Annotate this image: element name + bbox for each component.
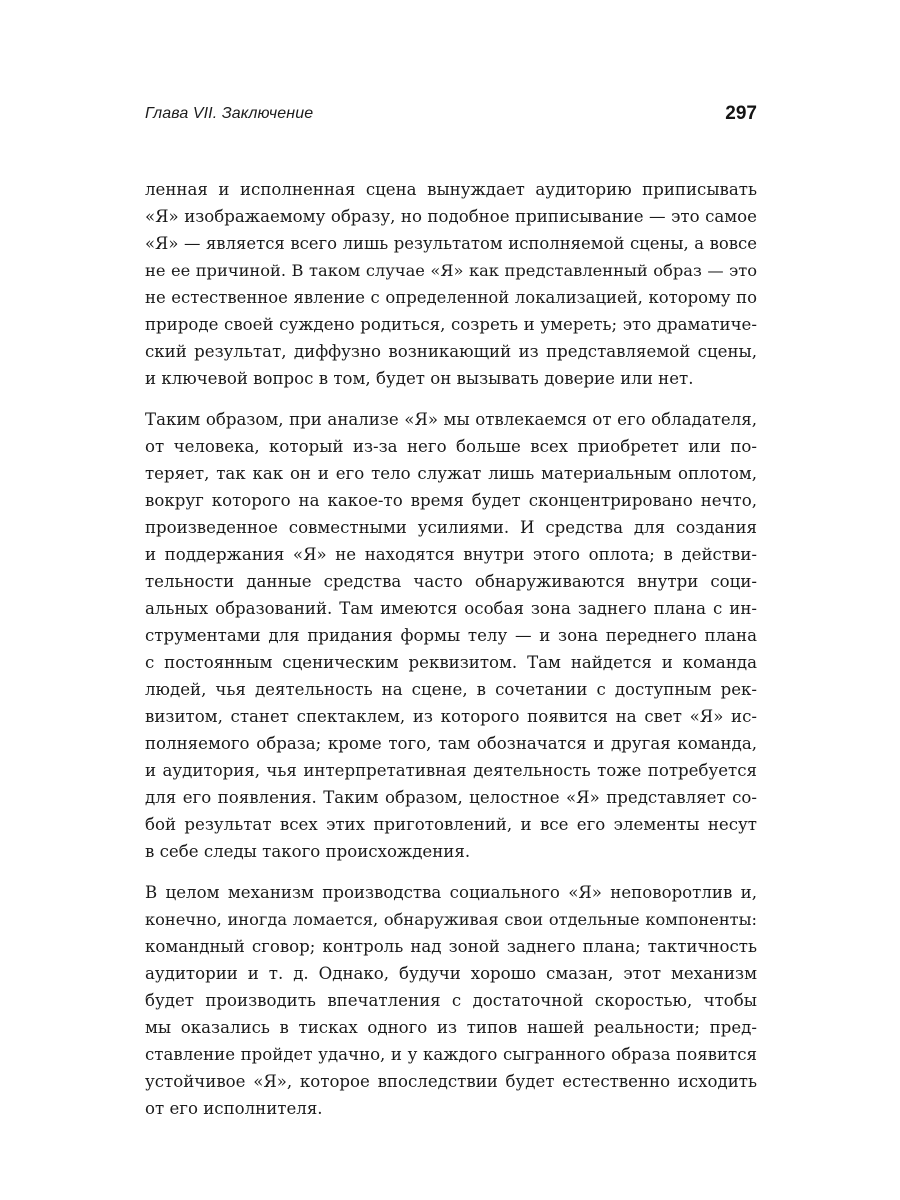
text-line: в себе следы такого происхождения.	[145, 842, 471, 861]
text-line: вокруг которого на какое-то время будет сконцентрировано нечто,	[145, 491, 757, 510]
text-line: полняемого образа; кроме того, там обозначатся и другая команда,	[145, 734, 757, 753]
text-line: командный сговор; контроль над зоной заднего плана; тактичность	[145, 937, 757, 956]
text-line: Таким образом, при анализе «Я» мы отвлекаемся от его обладателя,	[145, 410, 757, 429]
text-line: В целом механизм производства социального «Я» неповоротлив и,	[145, 883, 757, 902]
text-line: от его исполнителя.	[145, 1099, 323, 1118]
text-line: теряет, так как он и его тело служат лишь материальным оплотом,	[145, 464, 757, 483]
text-line: струментами для придания формы телу — и зона переднего плана	[145, 626, 757, 645]
text-line: тельности данные средства часто обнаруживаются внутри соци-	[145, 572, 757, 591]
text-line: и аудитория, чья интерпретативная деятельность тоже потребуется	[145, 761, 757, 780]
text-line: устойчивое «Я», которое впоследствии будет естественно исходить	[145, 1072, 757, 1091]
text-line: для его появления. Таким образом, целостное «Я» представляет со-	[145, 788, 757, 807]
text-line: «Я» — является всего лишь результатом исполняемой сцены, а вовсе	[145, 234, 757, 253]
text-line: альных образований. Там имеются особая зона заднего плана с ин-	[145, 599, 757, 618]
text-line: с постоянным сценическим реквизитом. Там найдется и команда	[145, 653, 757, 672]
text-line: природе своей суждено родиться, созреть и умереть; это драматиче-	[145, 315, 757, 334]
text-line: не естественное явление с определенной локализацией, которому по	[145, 288, 757, 307]
paragraph-1	[145, 176, 757, 392]
text-line: будет производить впечатления с достаточной скоростью, чтобы	[145, 991, 757, 1010]
text-line: от человека, который из-за него больше всех приобретет или по-	[145, 437, 757, 456]
chapter-title: Глава VII. Заключение	[145, 105, 314, 122]
page-number: 297	[725, 103, 757, 124]
text-line: ставление пройдет удачно, и у каждого сыгранного образа появится	[145, 1045, 757, 1064]
text-line: не ее причиной. В таком случае «Я» как представленный образ — это	[145, 261, 757, 280]
text-line: и поддержания «Я» не находятся внутри этого оплота; в действи-	[145, 545, 757, 564]
body-text	[145, 176, 757, 1136]
text-line: ленная и исполненная сцена вынуждает аудиторию приписывать	[145, 180, 757, 199]
paragraph-2	[145, 406, 757, 865]
text-line: конечно, иногда ломается, обнаруживая свои отдельные компоненты:	[145, 910, 757, 929]
text-line: людей, чья деятельность на сцене, в сочетании с доступным рек-	[145, 680, 757, 699]
text-line: произведенное совместными усилиями. И средства для создания	[145, 518, 757, 537]
text-line: визитом, станет спектаклем, из которого появится на свет «Я» ис-	[145, 707, 757, 726]
text-line: мы оказались в тисках одного из типов нашей реальности; пред-	[145, 1018, 757, 1037]
running-head	[145, 103, 757, 133]
text-line: бой результат всех этих приготовлений, и все его элементы несут	[145, 815, 757, 834]
text-line: «Я» изображаемому образу, но подобное приписывание — это самое	[145, 207, 757, 226]
text-line: и ключевой вопрос в том, будет он вызывать доверие или нет.	[145, 369, 694, 388]
paragraph-3	[145, 879, 757, 1122]
text-line: ский результат, диффузно возникающий из представляемой сцены,	[145, 342, 757, 361]
text-line: аудитории и т. д. Однако, будучи хорошо смазан, этот механизм	[145, 964, 757, 983]
